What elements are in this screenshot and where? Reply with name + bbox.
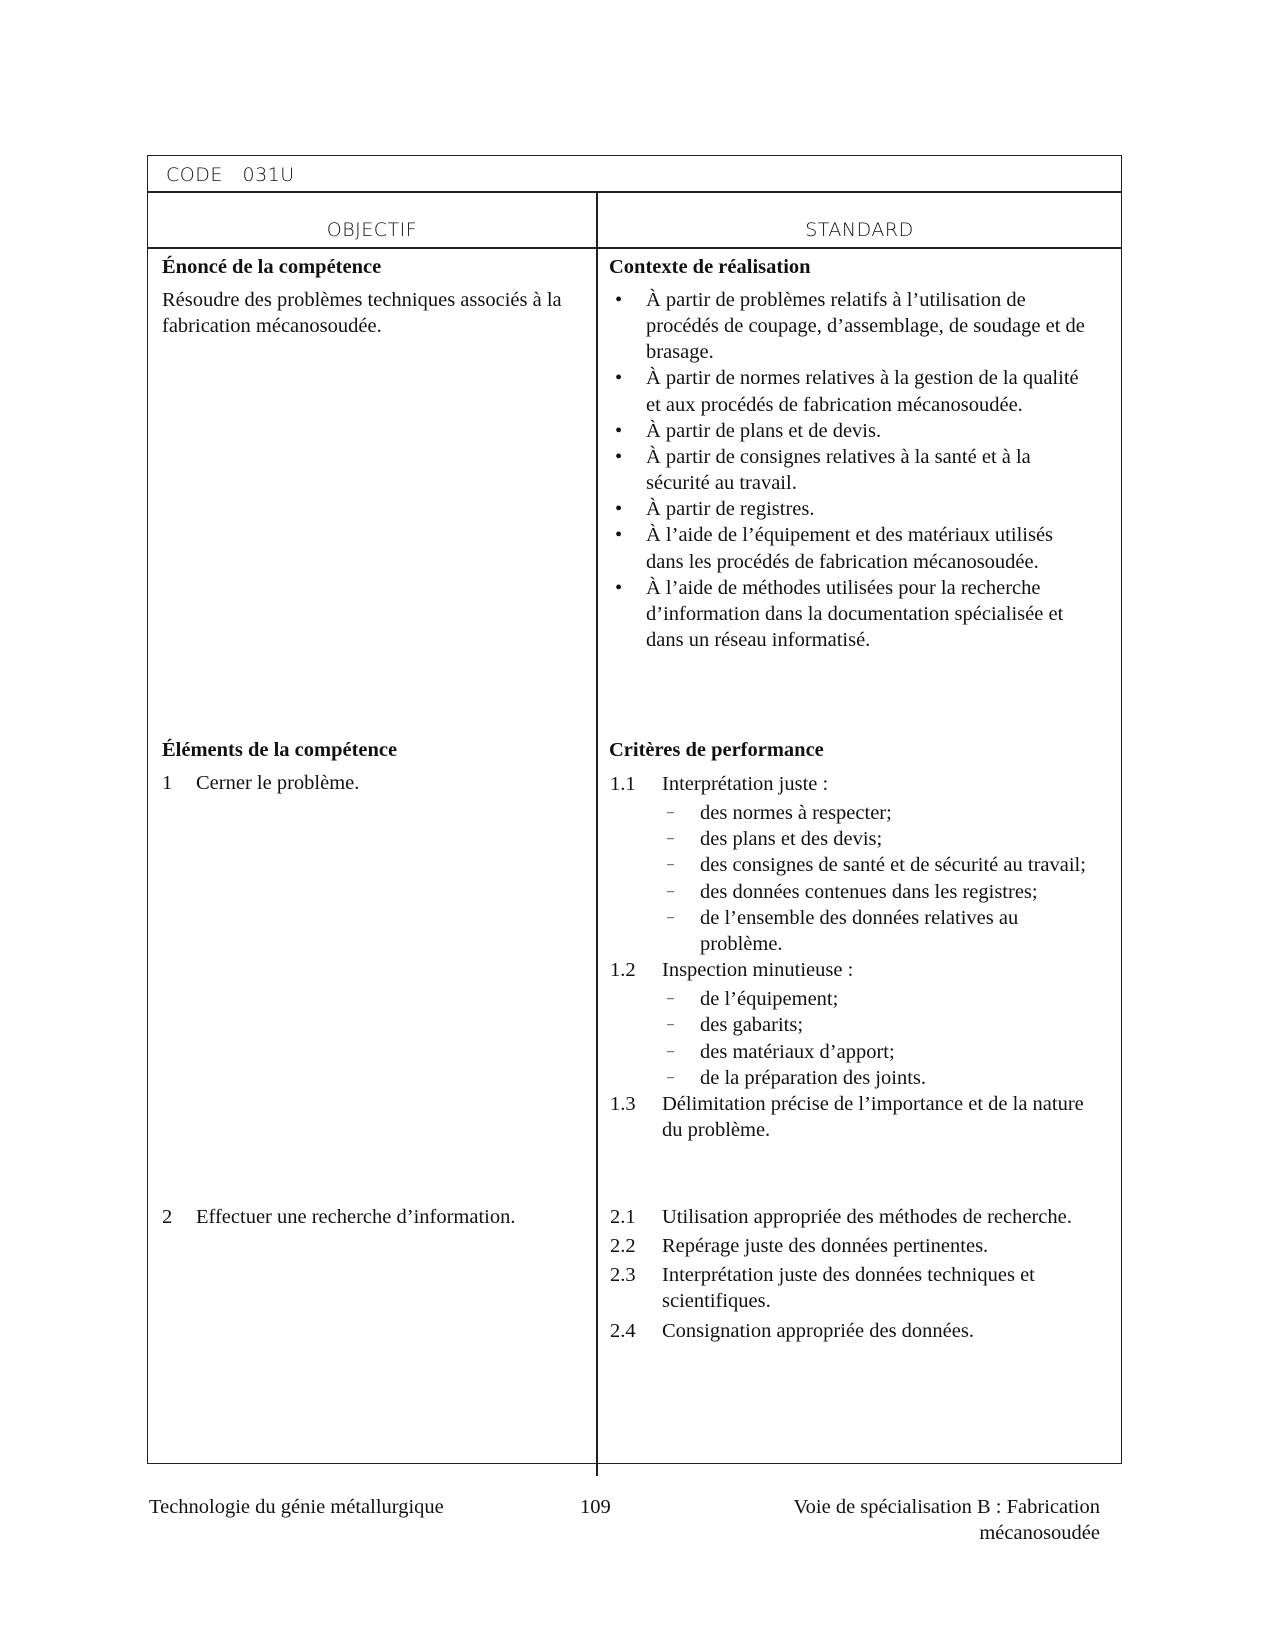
- contexte-bullet-item: [615, 522, 1090, 574]
- criteres-group-1: [610, 771, 1090, 1143]
- elements-title: Éléments de la compétence: [162, 739, 398, 761]
- bullet-icon: •: [615, 289, 623, 311]
- dash-icon: –: [667, 1069, 674, 1085]
- bullet-text: À partir de problèmes relatifs à l’utilisation de procédés de coupage, d’assemblage, de soudage et de brasage.: [646, 289, 1085, 364]
- dash-icon: –: [667, 1017, 674, 1033]
- criterion-subitem: [667, 1039, 1090, 1065]
- criterion: [610, 1204, 1090, 1230]
- criterion-number: 1.1: [610, 773, 636, 795]
- bullet-text: À partir de consignes relatives à la santé et à la sécurité au travail.: [646, 445, 1031, 495]
- criterion-text: Interprétation juste des données techniques et scientifiques.: [662, 1264, 1035, 1313]
- dash-icon: –: [667, 831, 674, 847]
- criterion-number: 2.1: [610, 1206, 636, 1228]
- subitem-text: de l’équipement;: [700, 988, 839, 1011]
- criterion-text: Interprétation juste :: [662, 773, 829, 795]
- footer-section-line: Voie de spécialisation B : Fabrication: [793, 1496, 1100, 1518]
- criterion-number: 1.3: [610, 1092, 636, 1115]
- bullet-text: À l’aide de méthodes utilisées pour la recherche d’information dans la documentation spécialisée et dans un réseau informatisé.: [646, 576, 1064, 652]
- criterion-text: Utilisation appropriée des méthodes de recherche.: [662, 1206, 1072, 1228]
- bullet-icon: •: [615, 524, 623, 547]
- criterion: [610, 1318, 1090, 1344]
- divider: [147, 247, 1122, 249]
- contexte-bullet-item: [615, 418, 1090, 444]
- criterion-subitem: [667, 986, 1090, 1012]
- contexte-bullet-item: [615, 575, 1090, 653]
- criterion-number: 2.2: [610, 1235, 636, 1258]
- bullet-icon: •: [615, 367, 623, 390]
- bullet-text: À partir de plans et de devis.: [646, 419, 882, 442]
- criterion-number: 1.2: [610, 959, 636, 982]
- criterion-subitem: [667, 1012, 1090, 1038]
- criterion-number: 2.3: [610, 1264, 636, 1287]
- criterion-text: Repérage juste des données pertinentes.: [662, 1235, 989, 1258]
- subitem-text: des normes à respecter;: [700, 802, 892, 825]
- criterion-subitem: [667, 826, 1090, 852]
- criterion: [610, 771, 1090, 957]
- criterion-text: Délimitation précise de l’importance et de la nature du problème.: [662, 1092, 1084, 1142]
- standard-header: STANDARD: [805, 219, 914, 241]
- contexte-bullet-item: [615, 496, 1090, 522]
- criterion: [610, 1091, 1090, 1143]
- contexte-bullet-item: [615, 444, 1090, 496]
- dash-icon: –: [667, 857, 674, 873]
- element-1: 1 Cerner le problème.: [162, 772, 360, 794]
- page-number: 109: [580, 1496, 611, 1518]
- column-divider: [596, 192, 598, 1476]
- dash-icon: –: [667, 883, 674, 899]
- element-2: 2 Effectuer une recherche d’information.: [162, 1206, 516, 1228]
- criterion-subitem: [667, 800, 1090, 826]
- bullet-text: À partir de normes relatives à la gestion de la qualité et aux procédés de fabrication mécanosoudée.: [646, 367, 1079, 416]
- bullet-text: À l’aide de l’équipement et des matériaux utilisés dans les procédés de fabrication mécanosoudée.: [646, 524, 1054, 573]
- criterion-number: 2.4: [610, 1319, 636, 1342]
- enonce-title: Énoncé de la compétence: [162, 256, 382, 278]
- criterion-subitem: [667, 852, 1090, 878]
- criterion-subitem: [667, 879, 1090, 905]
- bullet-icon: •: [615, 498, 623, 521]
- bullet-icon: •: [615, 576, 623, 599]
- criteres-title: Critères de performance: [609, 739, 824, 761]
- contexte-bullet-item: [615, 287, 1090, 365]
- footer-title: Technologie du génie métallurgique: [149, 1496, 444, 1518]
- bullet-text: À partir de registres.: [646, 498, 815, 521]
- contexte-bullet-item: [615, 365, 1090, 417]
- subitem-text: des données contenues dans les registres;: [700, 880, 1038, 903]
- criterion: [610, 1262, 1090, 1314]
- criterion-subitem: [667, 1065, 1090, 1091]
- objectif-header: OBJECTIF: [326, 219, 418, 241]
- dash-icon: –: [667, 909, 674, 925]
- contexte-list: [615, 287, 1090, 653]
- bullet-icon: •: [615, 445, 623, 468]
- subitem-text: des plans et des devis;: [700, 828, 883, 851]
- subitem-text: des matériaux d’apport;: [700, 1040, 895, 1063]
- divider: [147, 191, 1122, 193]
- footer-section: [794, 1494, 1101, 1546]
- criterion-text: Inspection minutieuse :: [662, 959, 854, 982]
- subitem-text: des gabarits;: [700, 1014, 804, 1037]
- subitem-text: de la préparation des joints.: [700, 1066, 927, 1089]
- subitem-text: des consignes de santé et de sécurité au travail;: [700, 854, 1086, 877]
- criterion-subitem: [667, 905, 1090, 957]
- footer-section-line: mécanosoudée: [979, 1522, 1100, 1545]
- criterion: [610, 957, 1090, 1091]
- criterion: [610, 1233, 1090, 1259]
- contexte-title: Contexte de réalisation: [609, 256, 811, 278]
- code-label: CODE 031U: [166, 164, 295, 186]
- dash-icon: –: [667, 805, 674, 821]
- dash-icon: –: [667, 991, 674, 1007]
- criterion-text: Consignation appropriée des données.: [662, 1319, 974, 1342]
- bullet-icon: •: [615, 419, 623, 442]
- enonce-text: Résoudre des problèmes techniques associés à la fabrication mécanosoudée.: [162, 289, 562, 338]
- criteres-group-2: [610, 1204, 1090, 1347]
- subitem-text: de l’ensemble des données relatives au problème.: [700, 906, 1019, 955]
- dash-icon: –: [667, 1043, 674, 1059]
